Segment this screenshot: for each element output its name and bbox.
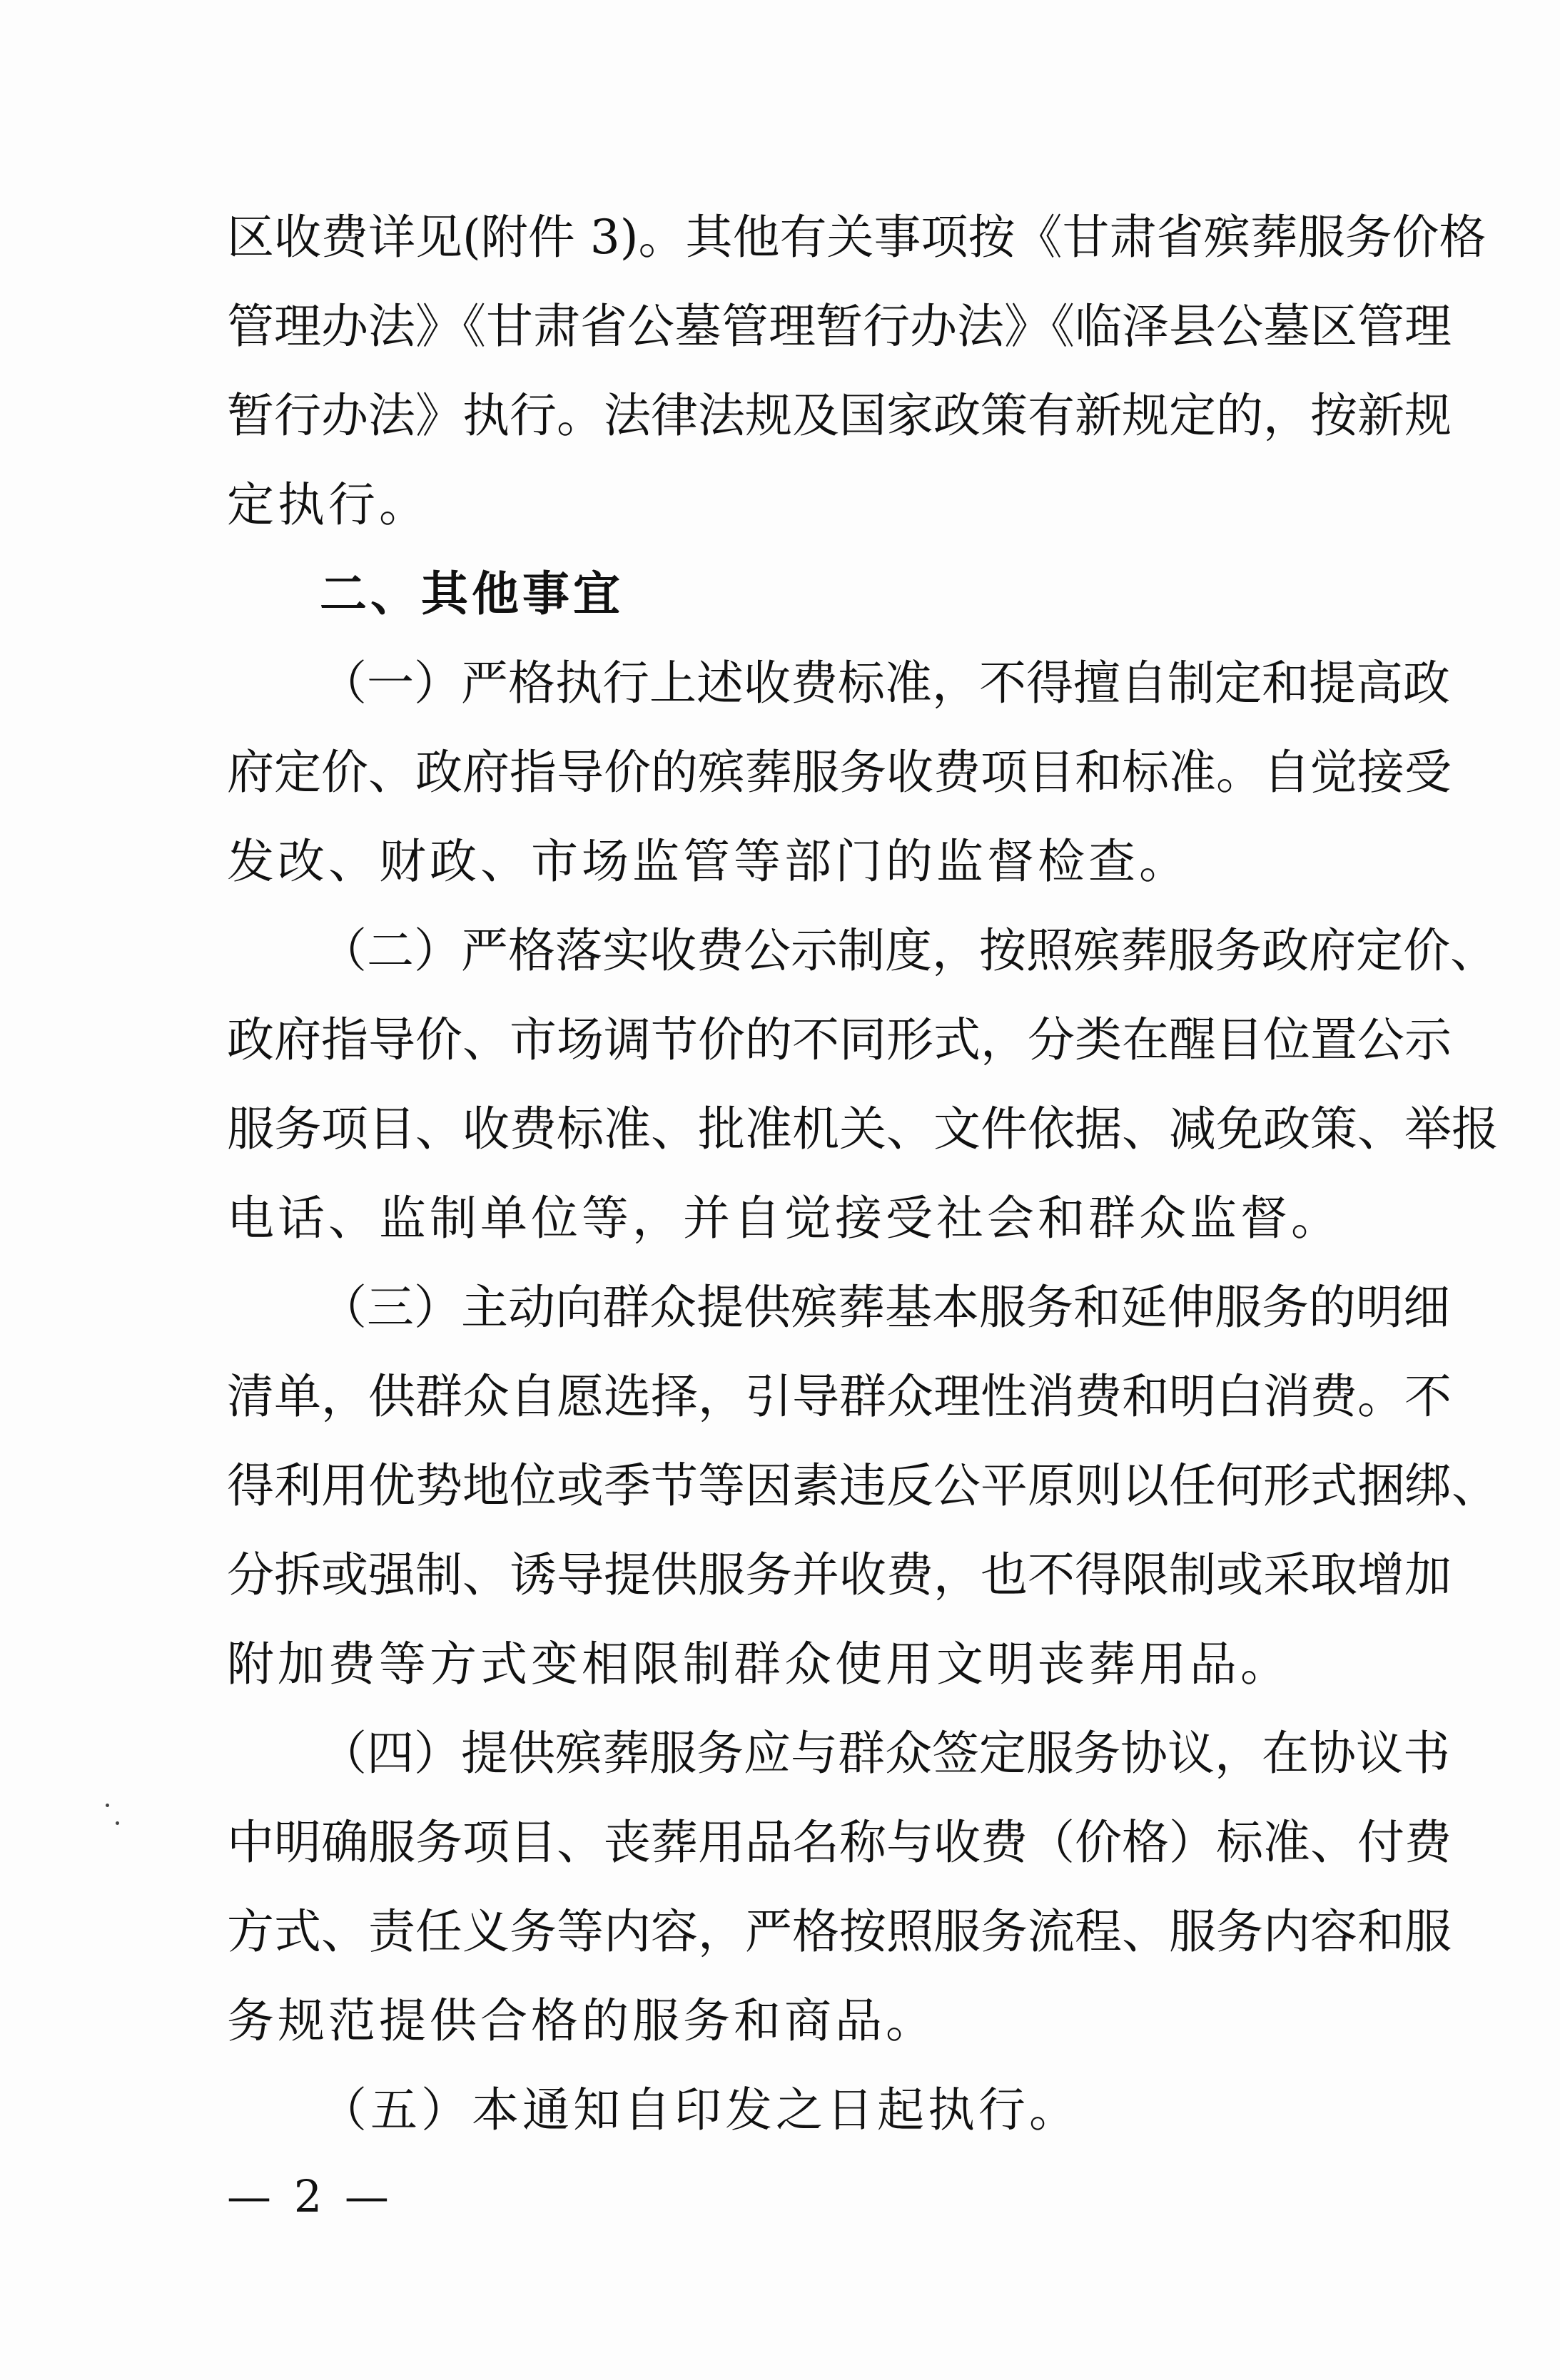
paragraph-line: 电话、监制单位等，并自觉接受社会和群众监督。	[227, 1191, 1342, 1246]
paragraph-line: （二）严格落实收费公示制度，按照殡葬服务政府定价、	[320, 923, 1497, 978]
paragraph-line: 分拆或强制、诱导提供服务并收费，也不得限制或采取增加	[227, 1547, 1452, 1602]
paragraph-line: 政府指导价、市场调节价的不同形式，分类在醒目位置公示	[227, 1012, 1452, 1067]
paragraph-line: （五）本通知自印发之日起执行。	[320, 2082, 1080, 2137]
paragraph-line: 中明确服务项目、丧葬用品名称与收费（价格）标准、付费	[227, 1815, 1452, 1870]
paragraph-line: （四）提供殡葬服务应与群众签定服务协议，在协议书	[320, 1726, 1450, 1781]
paragraph-line: 府定价、政府指导价的殡葬服务收费项目和标准。自觉接受	[227, 745, 1452, 800]
paragraph-line: 区收费详见(附件 3)。其他有关事项按《甘肃省殡葬服务价格	[227, 210, 1486, 265]
paragraph-line: 服务项目、收费标准、批准机关、文件依据、减免政策、举报	[227, 1102, 1499, 1156]
paragraph-line: 管理办法》《甘肃省公墓管理暂行办法》《临泽县公墓区管理	[227, 299, 1452, 354]
paragraph-line: 得利用优势地位或季节等因素违反公平原则以任何形式捆绑、	[227, 1458, 1499, 1513]
paragraph-line: 方式、责任义务等内容，严格按照服务流程、服务内容和服	[227, 1904, 1452, 1959]
paragraph-line: 定执行。	[227, 477, 430, 532]
paragraph-line: 务规范提供合格的服务和商品。	[227, 1993, 936, 2048]
scan-speck	[106, 1804, 109, 1807]
paragraph-line: （一）严格执行上述收费标准，不得擅自制定和提高政	[320, 656, 1450, 711]
section-heading: 二、其他事宜	[320, 566, 624, 621]
paragraph-line: （三）主动向群众提供殡葬基本服务和延伸服务的明细	[320, 1280, 1450, 1335]
paragraph-line: 附加费等方式变相限制群众使用文明丧葬用品。	[227, 1637, 1291, 1692]
paragraph-line: 发改、财政、市场监管等部门的监督检查。	[227, 834, 1190, 889]
document-body	[227, 210, 1499, 2176]
paragraph-line: 暂行办法》执行。法律法规及国家政策有新规定的，按新规	[227, 388, 1452, 443]
page-number: — 2 —	[227, 2170, 393, 2222]
scan-speck	[116, 1821, 119, 1825]
paragraph-line: 清单，供群众自愿选择，引导群众理性消费和明白消费。不	[227, 1369, 1452, 1424]
